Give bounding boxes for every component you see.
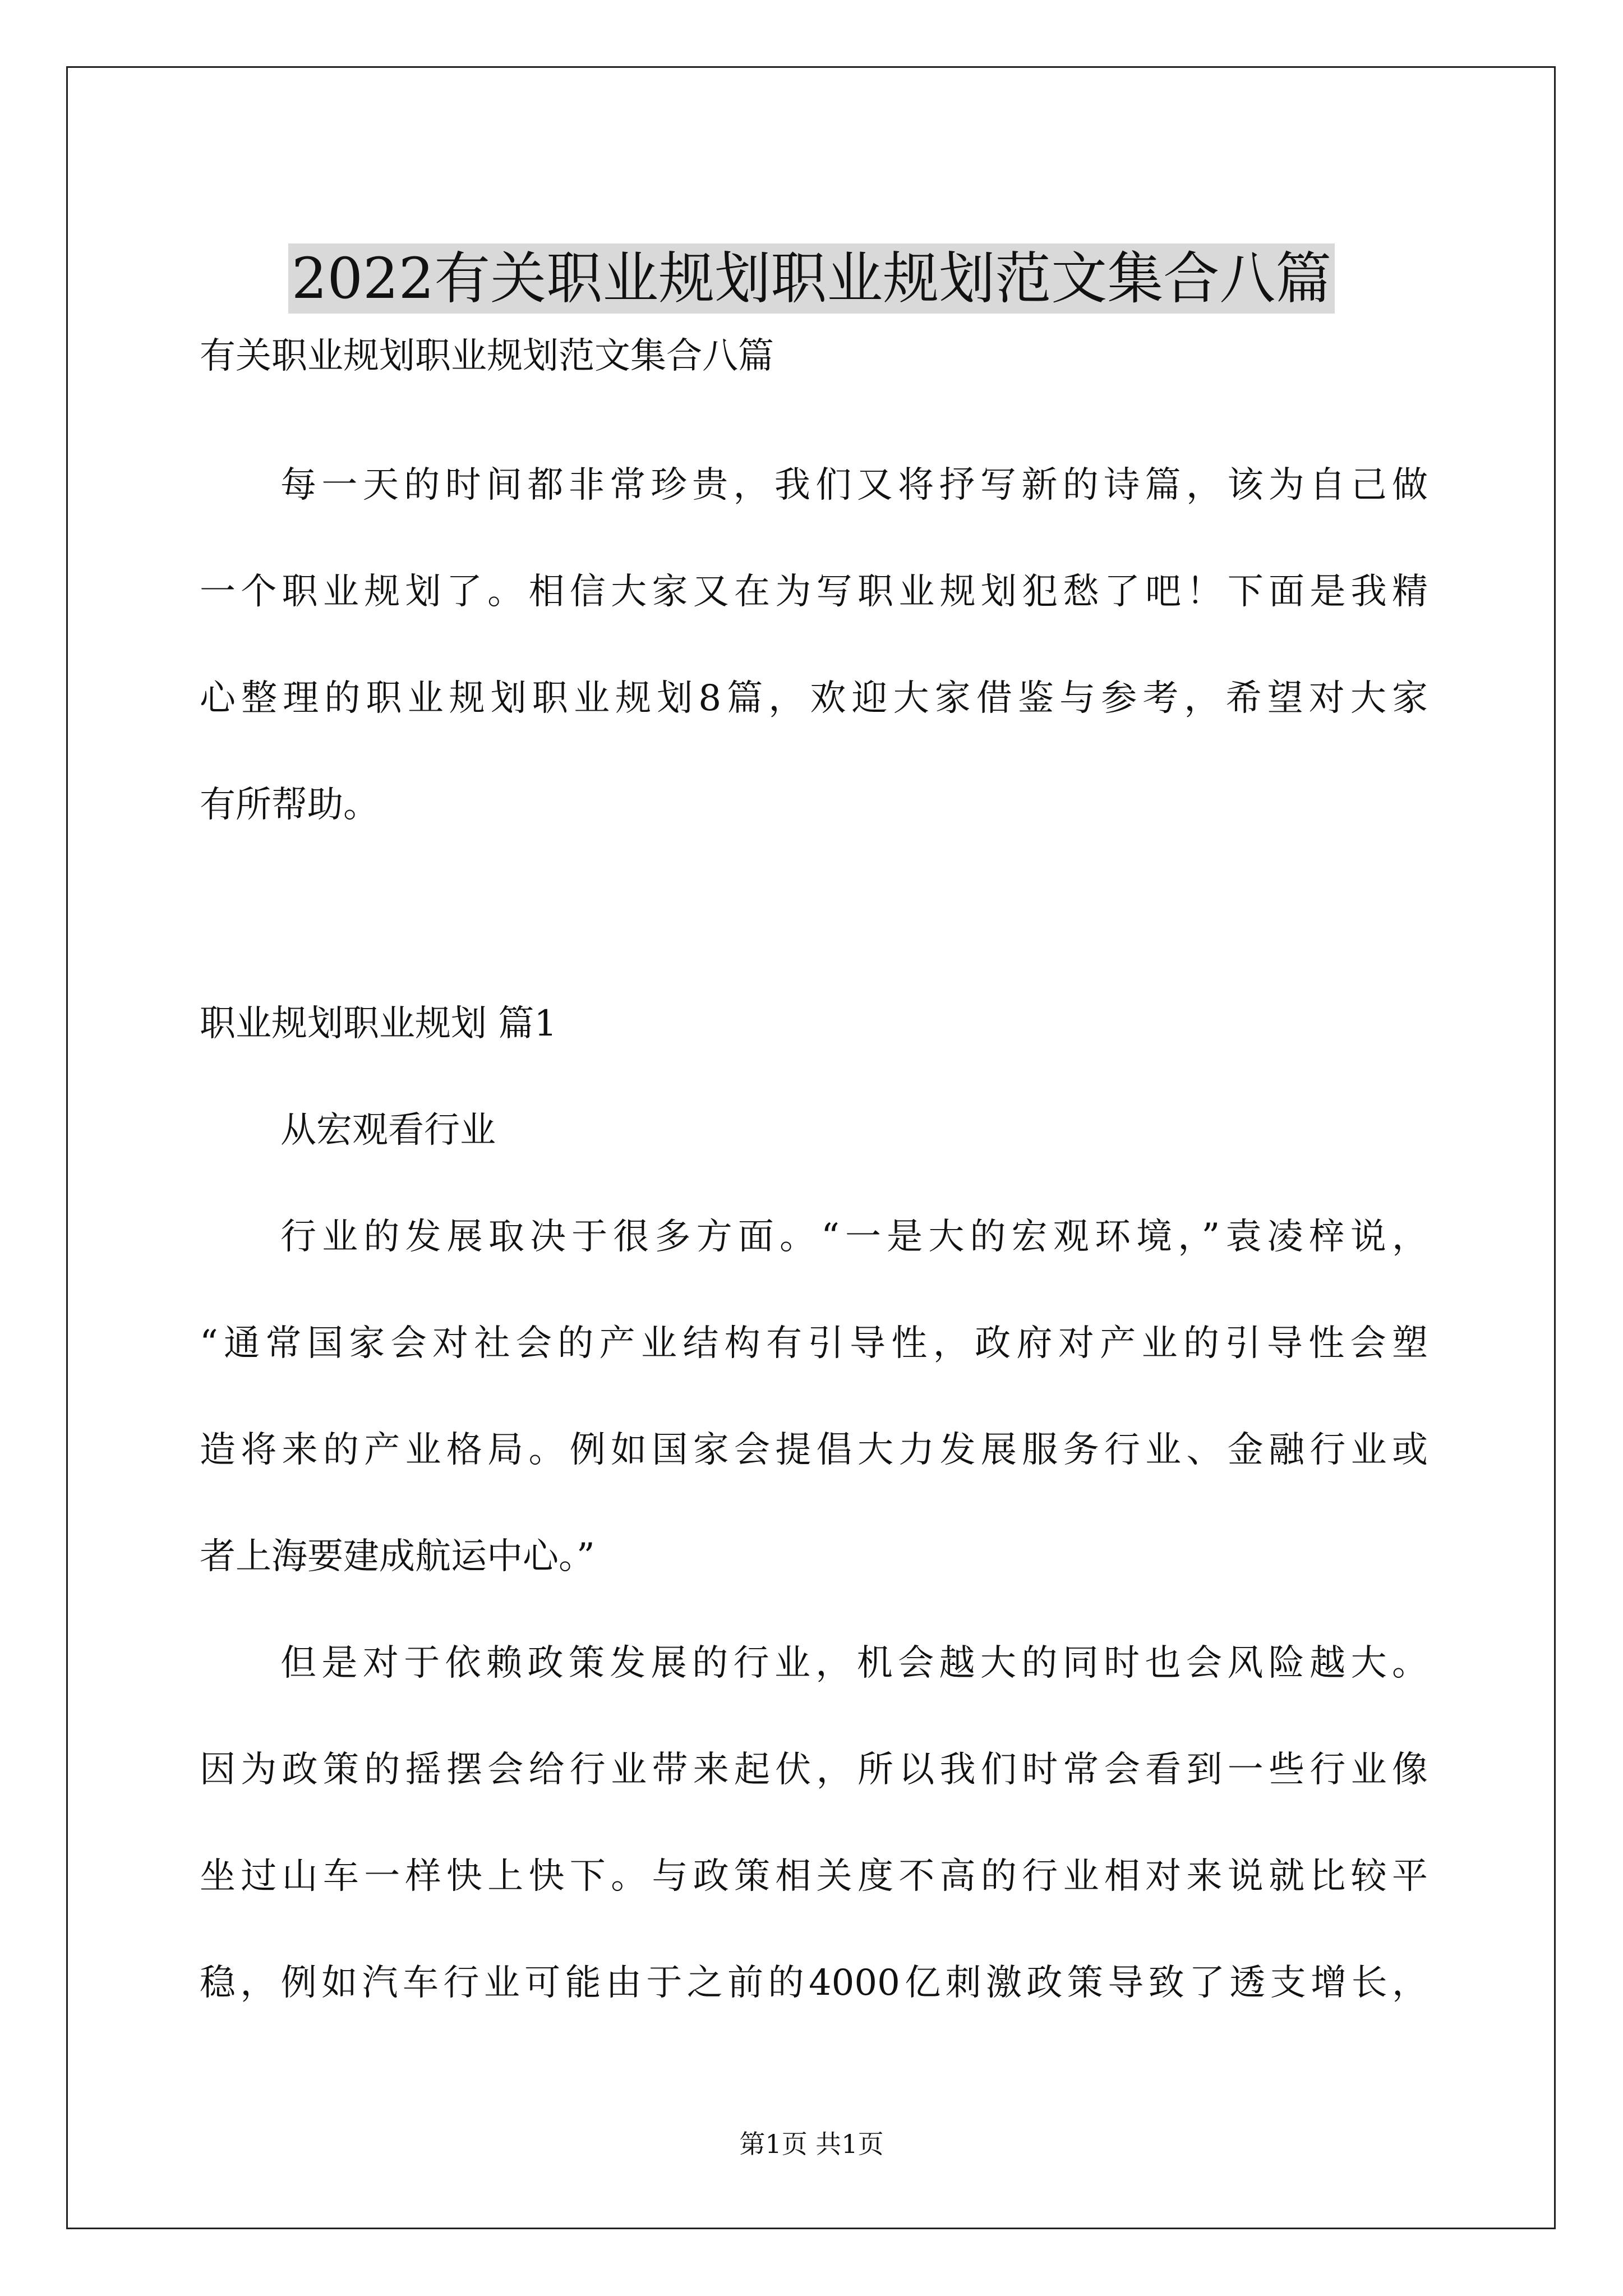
paragraph1-line-4: 者上海要建成航运中心。”: [200, 1536, 595, 1577]
paragraph1-line-3: 造将来的产业格局。例如国家会提倡大力发展服务行业、金融行业或: [200, 1429, 1428, 1471]
paragraph2-line-4: 稳，例如汽车行业可能由于之前的4000亿刺激政策导致了透支增长，: [200, 1962, 1428, 2004]
subheading: 从宏观看行业: [280, 1110, 496, 1151]
intro-line-2: 一个职业规划了。相信大家又在为写职业规划犯愁了吧！下面是我精: [200, 571, 1428, 613]
page-footer: 第1页 共1页: [739, 2129, 884, 2159]
document-subtitle: 有关职业规划职业规划范文集合八篇: [200, 335, 774, 377]
paragraph1-line-2: “通常国家会对社会的产业结构有引导性，政府对产业的引导性会塑: [200, 1323, 1428, 1364]
paragraph2-line-2: 因为政策的摇摆会给行业带来起伏，所以我们时常会看到一些行业像: [200, 1749, 1428, 1791]
intro-line-4: 有所帮助。: [200, 784, 379, 826]
intro-line-1: 每一天的时间都非常珍贵，我们又将抒写新的诗篇，该为自己做: [280, 464, 1428, 506]
section-heading: 职业规划职业规划 篇1: [200, 1003, 557, 1045]
paragraph2-line-1: 但是对于依赖政策发展的行业，机会越大的同时也会风险越大。: [280, 1642, 1428, 1684]
intro-line-3: 心整理的职业规划职业规划8篇，欢迎大家借鉴与参考，希望对大家: [200, 678, 1428, 719]
paragraph1-line-1: 行业的发展取决于很多方面。“一是大的宏观环境，”袁凌梓说，: [280, 1216, 1428, 1258]
document-title: 2022有关职业规划职业规划范文集合八篇: [0, 240, 1623, 318]
paragraph2-line-3: 坐过山车一样快上快下。与政策相关度不高的行业相对来说就比较平: [200, 1856, 1428, 1897]
